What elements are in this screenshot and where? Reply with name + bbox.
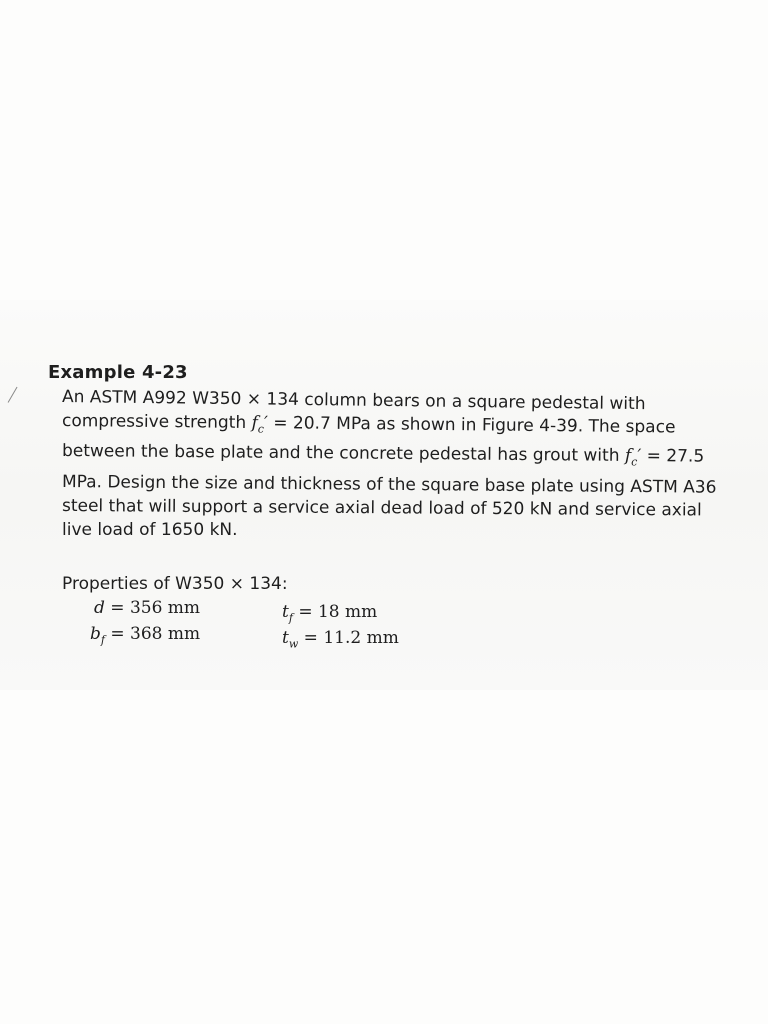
property-d: d = 356 mm [94, 597, 201, 618]
properties-section [62, 574, 746, 654]
statement-line-6: live load of 1650 kN. [62, 519, 238, 540]
statement-line-2: compressive strength $f_c' = 20.7$ MPa as shown in Figure 4-39. The space [61, 411, 676, 438]
example-title: Example 4-23 [48, 362, 188, 383]
problem-statement [62, 385, 746, 542]
fc-symbol: $f_c'$ [251, 412, 269, 436]
statement-line-5: steel that will support a service axial dead load of 520 kN and service axial [61, 495, 702, 521]
statement-line-3: between the base plate and the concrete pedestal has grout with $f_c' = 27.5$ [61, 441, 705, 469]
properties-title: Properties of W350 × 134: [62, 573, 288, 594]
properties-grid [62, 598, 746, 654]
property-bf: $b_f = 368$ mm [90, 623, 201, 647]
example-block [46, 362, 746, 654]
statement-line-4: MPa. Design the size and thickness of the square base plate using ASTM A36 [61, 471, 717, 498]
fc-symbol-grout: $f_c'$ [624, 446, 642, 469]
property-tf: $t_f = 18$ mm [282, 601, 378, 625]
property-tw: $t_w = 11.2$ mm [282, 627, 399, 651]
statement-line-1: An ASTM A992 W350 × 134 column bears on a square pedestal with [61, 387, 646, 415]
